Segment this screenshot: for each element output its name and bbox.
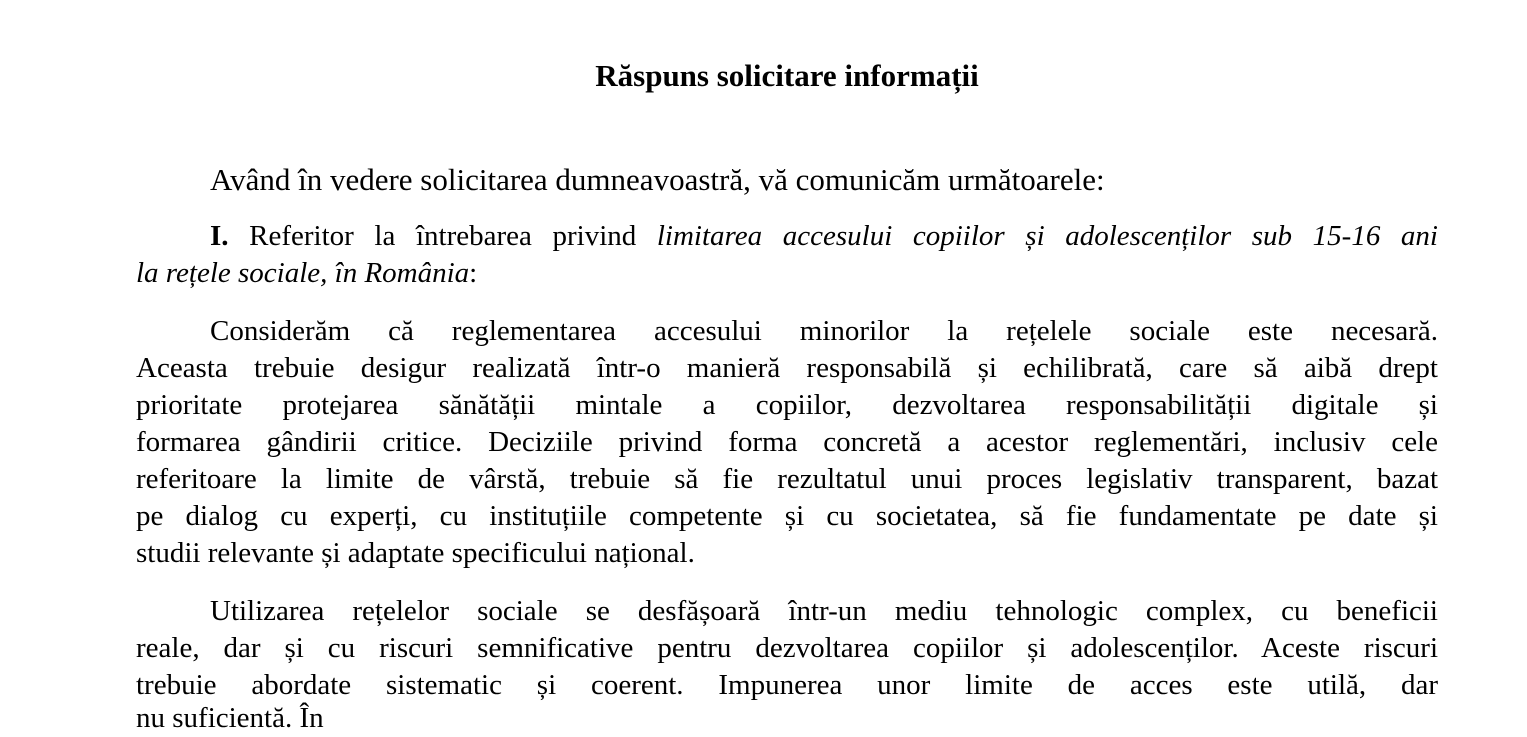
text-line <box>136 350 1438 387</box>
text-segment-italic: la rețele sociale, în România <box>136 257 470 289</box>
text-segment-normal: Având în vedere solicitarea dumneavoastră, vă comunicăm următoarele: <box>210 162 1105 197</box>
paragraph-reglementare <box>136 313 1438 572</box>
text-line <box>136 313 1438 350</box>
text-line <box>136 593 1438 630</box>
text-line <box>136 424 1438 461</box>
text-segment-normal: prioritate protejarea sănătății mintale a copiilor, dezvoltarea responsabilității digitale și <box>136 389 1438 421</box>
document-title: Răspuns solicitare informații <box>595 58 979 93</box>
text-segment-bold: I. <box>210 220 229 252</box>
text-line <box>136 498 1438 535</box>
text-segment-normal: trebuie abordate sistematic și coerent. Impunerea unor limite de acces este utilă, dar <box>136 669 1438 701</box>
text-segment-normal: studii relevante și adaptate specificului național. <box>136 537 695 569</box>
text-segment-normal: formarea gândirii critice. Deciziile privind forma concretă a acestor reglementări, inclusiv cele <box>136 426 1438 458</box>
text-segment-normal: Considerăm că reglementarea accesului minorilor la rețelele sociale este necesară. <box>210 315 1438 347</box>
text-line <box>136 255 1438 292</box>
text-line <box>136 535 1438 572</box>
text-line <box>136 387 1438 424</box>
text-segment-normal: Aceasta trebuie desigur realizată într-o manieră responsabilă și echilibrată, care să aibă drept <box>136 352 1438 384</box>
text-segment-italic: limitarea accesului copiilor și adolescenților sub 15-16 ani <box>656 220 1438 252</box>
text-segment-normal: Referitor la întrebarea privind <box>228 220 657 252</box>
text-segment-normal: pe dialog cu experți, cu instituțiile competente și cu societatea, să fie fundamentate pe date și <box>136 500 1438 532</box>
paragraph-point-one <box>136 218 1438 292</box>
text-segment-normal: referitoare la limite de vârstă, trebuie să fie rezultatul unui proces legislativ transparent, bazat <box>136 463 1438 495</box>
text-segment-normal: : <box>469 257 478 289</box>
text-line <box>136 667 1438 704</box>
text-segment-normal: reale, dar și cu riscuri semnificative pentru dezvoltarea copiilor și adolescenților. Aceste riscuri <box>136 632 1438 664</box>
text-line <box>136 630 1438 667</box>
document-body <box>136 160 1438 704</box>
clipped-next-line: nu suficientă. În <box>136 702 324 734</box>
text-line <box>136 160 1438 200</box>
paragraph-intro <box>136 160 1438 200</box>
paragraph-utilizare-retele <box>136 593 1438 704</box>
text-line <box>136 461 1438 498</box>
text-segment-normal: Utilizarea rețelelor sociale se desfășoară într-un mediu tehnologic complex, cu beneficii <box>210 595 1438 627</box>
text-line <box>136 218 1438 255</box>
